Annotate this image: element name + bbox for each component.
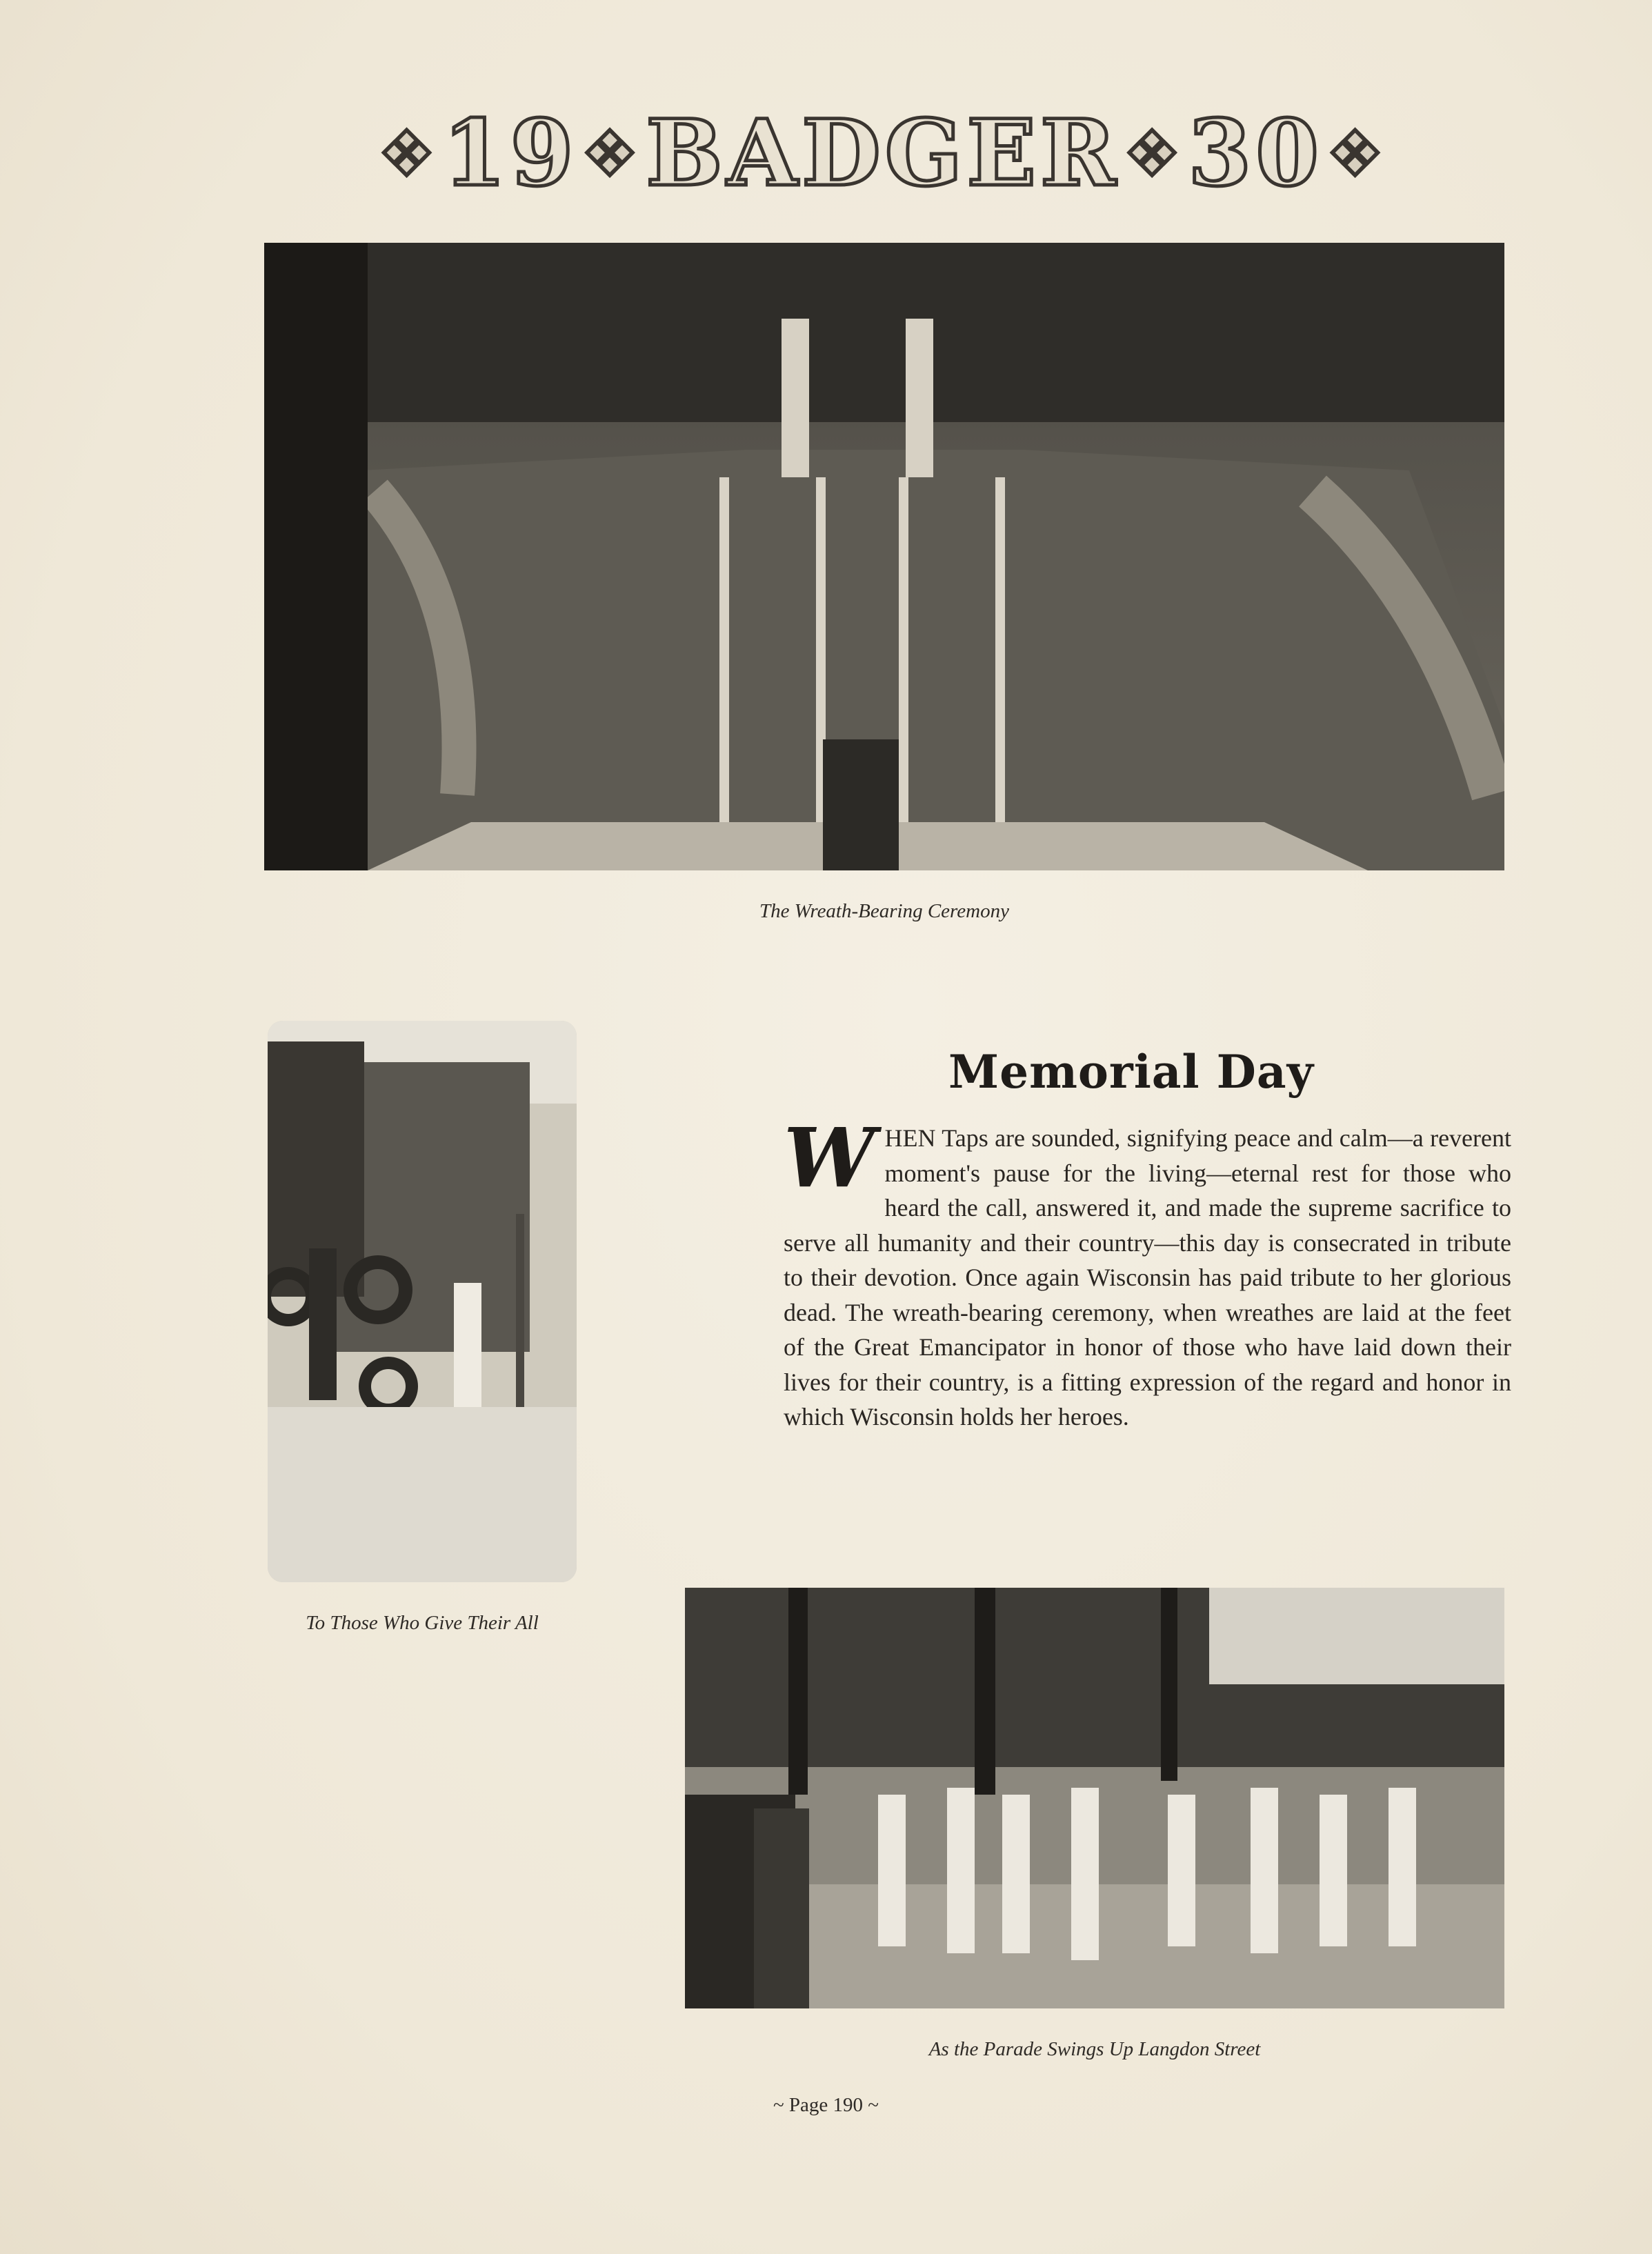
page-number: ~ Page 190 ~ (773, 2094, 879, 2116)
caption-wreath-ceremony: The Wreath-Bearing Ceremony (759, 900, 1009, 922)
caption-monument-wreaths: To Those Who Give Their All (306, 1612, 539, 1634)
article-title: Memorial Day (948, 1045, 1314, 1099)
ornament-icon: ❖ (379, 117, 439, 190)
ornament-icon: ❖ (1124, 117, 1184, 190)
photo-parade (685, 1588, 1504, 2008)
masthead-title: BADGER (646, 100, 1120, 207)
caption-parade: As the Parade Swings Up Langdon Street (928, 2038, 1261, 2060)
masthead-year-left: 19 (442, 100, 578, 207)
photo-wreath-ceremony (264, 243, 1504, 870)
drop-cap: W (784, 1110, 875, 1206)
ornament-icon: ❖ (1327, 117, 1387, 190)
ornament-icon: ❖ (581, 117, 642, 190)
masthead-year-right: 30 (1188, 100, 1324, 207)
photo-monument-wreaths (268, 1021, 577, 1582)
article-text: HEN Taps are sounded, signifying peace and calm—a reverent moment's pause for the living—eternal rest for those who heard the call, answered it, and made the supreme sacrifice to serve all humanity and their country—this day is consecrated in tribute to their devotion. Once again Wisconsin has paid tribute to her glorious dead. The wreath-bearing ceremony, when wreathes are laid at the feet of the Great Emancipator in honor of those who have laid down their lives for their country, is a fitting expression of the regard and honor in which Wisconsin holds her heroes. (784, 1124, 1511, 1430)
article-body (784, 1110, 1511, 1435)
masthead (262, 100, 1504, 207)
